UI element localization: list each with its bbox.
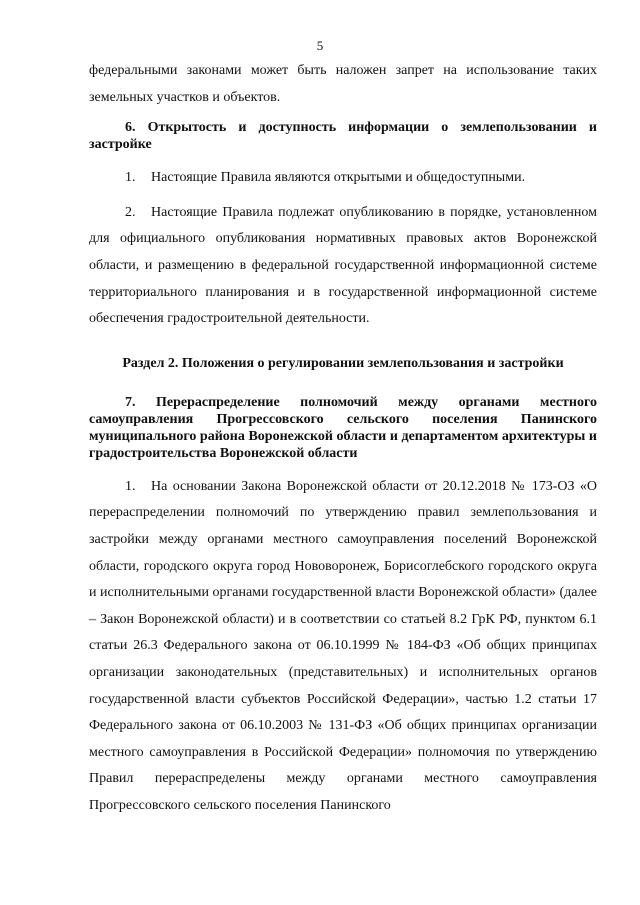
item-text: Настоящие Правила являются открытыми и общедоступными.	[151, 170, 526, 186]
article-6-item-1	[89, 165, 597, 192]
item-number: 1.	[125, 170, 136, 186]
document-body	[89, 58, 597, 819]
item-number: 1.	[125, 478, 136, 494]
page-number: 5	[316, 38, 324, 53]
article-7-item-1	[89, 474, 597, 820]
article-6-item-2	[89, 200, 597, 333]
item-text: Настоящие Правила подлежат опубликованию в порядке, установленном для официального опубликования нормативных правовых актов Воронежской области, и размещению в федеральной государственной информационной системе территориального планирования и в государственной информационной системе обеспечения градостроительной деятельности.	[89, 204, 597, 327]
item-number: 2.	[125, 204, 136, 220]
section-2-title: Раздел 2. Положения о регулировании землепользования и застройки	[122, 355, 564, 371]
item-text: На основании Закона Воронежской области от 20.12.2018 № 173-ОЗ «О перераспределении полномочий по утверждению правил землепользования и застройки между органами местного самоуправления поселений Воронежской области, городского округа город Нововоронеж, Борисоглебского городского округа и исполнительными органами государственной власти Воронежской области» (далее – Закон Воронежской области) и в соответствии со статьей 8.2 ГрК РФ, пунктом 6.1 статьи 26.3 Федерального закона от 06.10.1999 № 184-ФЗ «Об общих принципах организации законодательных (представительных) и исполнительных органов государственной власти субъектов Российской Федерации», частью 1.2 статьи 17 Федерального закона от 06.10.2003 № 131-ФЗ «Об общих принципах организации местного самоуправления в Российской Федерации» полномочия по утверждению Правил перераспределены между органами местного самоуправления Прогрессовского сельского поселения Панинского	[89, 478, 597, 813]
article-7-heading: 7. Перераспределение полномочий между органами местного самоуправления Прогрессовского сельского поселения Панинского муниципального района Воронежской области и департаментом архитектуры и градостроительства Воронежской области	[89, 394, 597, 461]
continuation-paragraph: федеральными законами может быть наложен запрет на использование таких земельных участков и объектов.	[89, 63, 597, 105]
article-6-heading: 6. Открытость и доступность информации о землепользовании и застройке	[89, 120, 597, 153]
